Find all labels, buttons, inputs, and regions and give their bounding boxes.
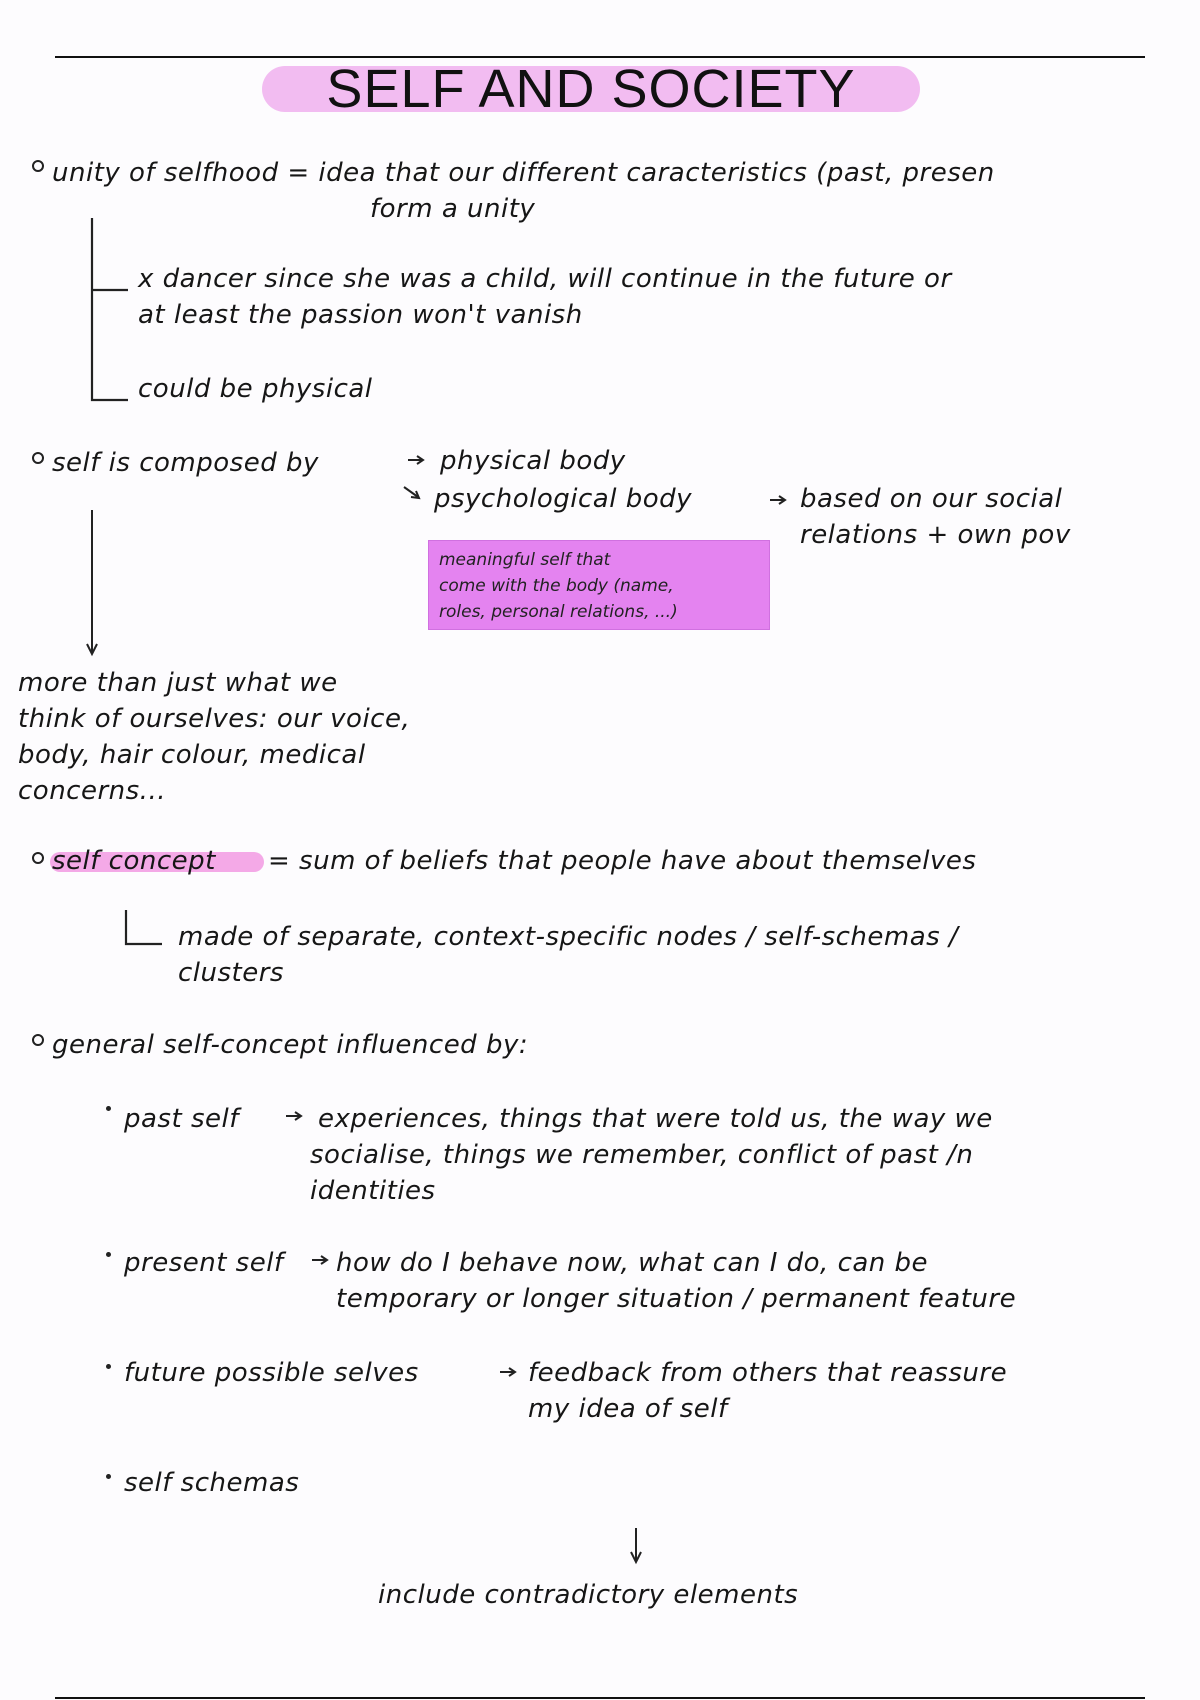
unity-sub1-line2: at least the passion won't vanish	[138, 300, 583, 330]
psychological-body: psychological body	[434, 484, 692, 514]
dot-future	[106, 1364, 111, 1369]
self-concept-term: self concept	[52, 846, 216, 876]
unity-bracket	[92, 218, 128, 400]
present-self-label: present self	[124, 1248, 284, 1278]
dot-present	[106, 1252, 111, 1257]
bullet-composed	[32, 452, 44, 464]
unity-sub2: could be physical	[138, 374, 373, 404]
more-line1: more than just what we	[18, 668, 338, 698]
note-box-text: meaningful self that come with the body (name, roles, personal relations, ...)	[439, 550, 678, 622]
past-line2: socialise, things we remember, conflict of past /n	[310, 1140, 974, 1170]
bullet-concept	[32, 852, 44, 864]
more-line2: think of ourselves: our voice,	[18, 704, 411, 734]
self-schemas-label: self schemas	[124, 1468, 300, 1498]
general-heading: general self-concept influenced by:	[52, 1030, 529, 1060]
unity-sub1-line1: x dancer since she was a child, will continue in the future or	[138, 264, 952, 294]
bullet-unity	[32, 160, 44, 172]
composed-line1: self is composed by	[52, 448, 319, 478]
more-line3: body, hair colour, medical	[18, 740, 366, 770]
based-line1: based on our social	[800, 484, 1063, 514]
future-line1: feedback from others that reassure	[528, 1358, 1008, 1388]
future-selves-label: future possible selves	[124, 1358, 419, 1388]
past-self-label: past self	[124, 1104, 239, 1134]
bottom-rule	[55, 1697, 1145, 1699]
bullet-general	[32, 1034, 44, 1046]
self-concept-definition: = sum of beliefs that people have about themselves	[268, 846, 977, 876]
based-line2: relations + own pov	[800, 520, 1071, 550]
present-line1: how do I behave now, what can I do, can be	[336, 1248, 929, 1278]
concept-sub-line1: made of separate, context-specific nodes / self-schemas /	[178, 922, 959, 952]
schemas-result: include contradictory elements	[378, 1580, 799, 1610]
past-line1: experiences, things that were told us, the way we	[318, 1104, 993, 1134]
unity-line2: form a unity	[370, 194, 536, 224]
highlighted-note-box	[428, 540, 770, 630]
more-line4: concerns...	[18, 776, 166, 806]
unity-line1: unity of selfhood = idea that our different caracteristics (past, presen	[52, 158, 995, 188]
present-line2: temporary or longer situation / permanent feature	[336, 1284, 1017, 1314]
physical-body: physical body	[440, 446, 626, 476]
past-line3: identities	[310, 1176, 436, 1206]
concept-bracket	[126, 910, 162, 944]
dot-schemas	[106, 1474, 111, 1479]
page-title: SELF AND SOCIETY	[326, 59, 856, 119]
future-line2: my idea of self	[528, 1394, 728, 1424]
concept-sub-line2: clusters	[178, 958, 284, 988]
dot-past	[106, 1106, 111, 1111]
